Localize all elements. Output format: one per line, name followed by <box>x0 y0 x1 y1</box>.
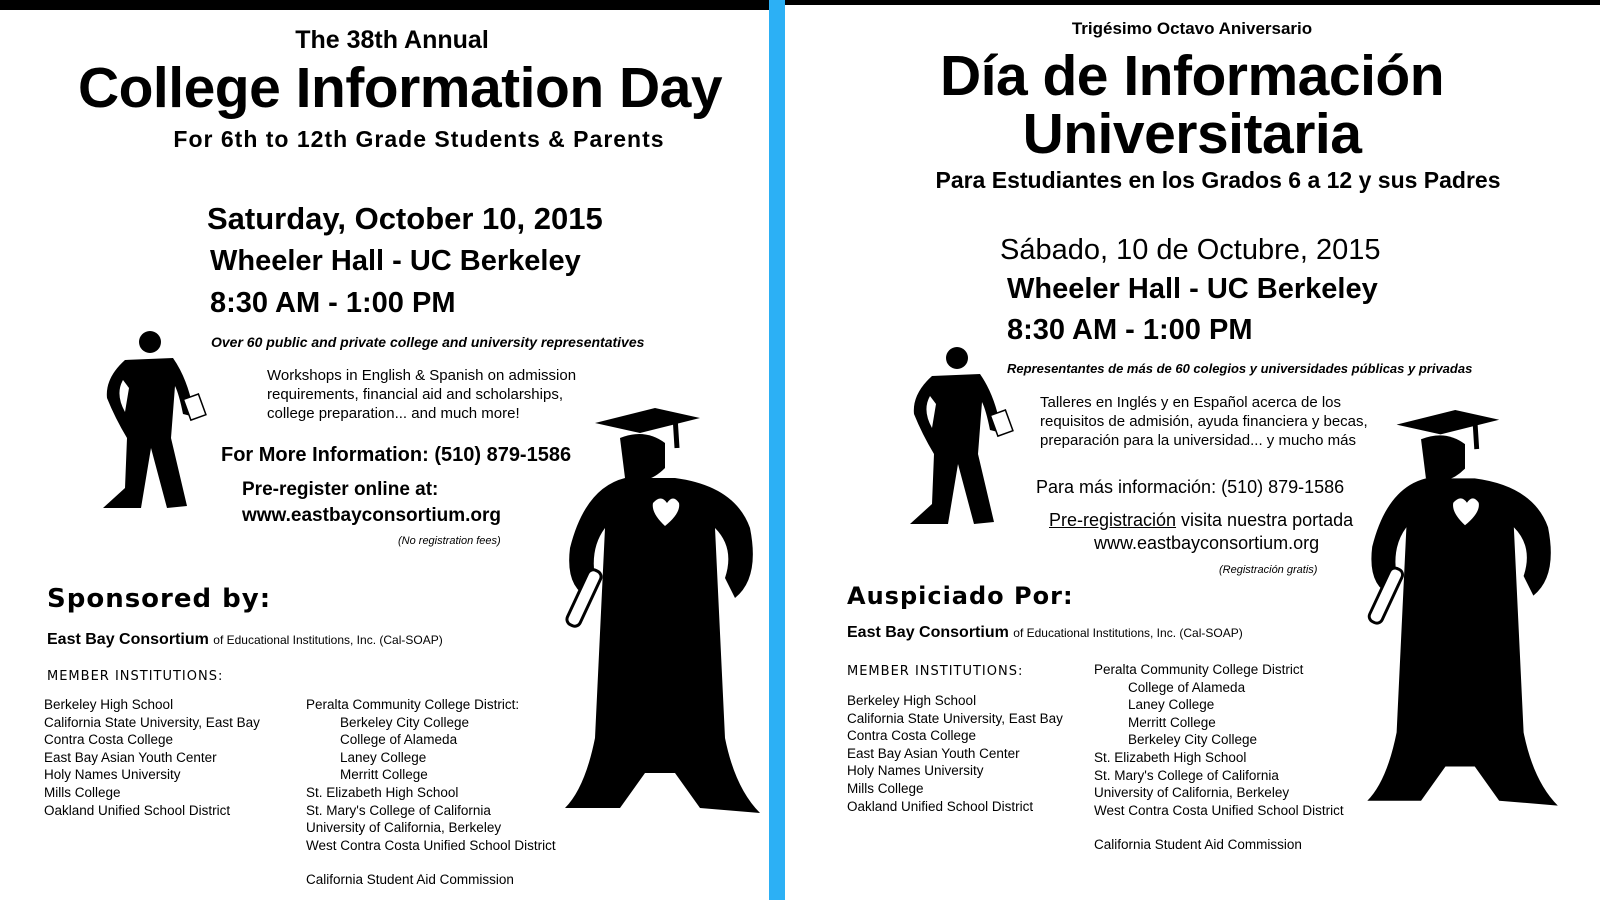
subtitle: For 6th to 12th Grade Students & Parents <box>173 126 665 152</box>
top-border <box>0 0 769 10</box>
representatives-note: Over 60 public and private college and university representatives <box>211 334 645 350</box>
member-item: Mills College <box>44 784 121 800</box>
member-item: West Contra Costa Unified School District <box>1094 802 1344 818</box>
member-item: Berkeley High School <box>847 693 977 708</box>
member-subitem: College of Alameda <box>340 732 458 748</box>
subtitle: Para Estudiantes en los Grados 6 a 12 y sus Padres <box>935 167 1501 193</box>
fees-note: (Registración gratis) <box>1219 564 1318 576</box>
member-item: California Student Aid Commission <box>1094 837 1302 853</box>
member-item: Holy Names University <box>847 763 984 779</box>
event-date: Sábado, 10 de Octubre, 2015 <box>1000 234 1381 266</box>
workshops-line: requirements, financial aid and scholarships, <box>267 386 563 403</box>
fees-note: (No registration fees) <box>398 535 501 547</box>
member-item: California Student Aid Commission <box>306 872 514 888</box>
member-item: Oakland Unified School District <box>847 798 1034 814</box>
member-subitem: Merritt College <box>340 767 428 783</box>
members-column-1 <box>44 696 260 819</box>
sponsor-line <box>847 624 1243 642</box>
member-item: Oakland Unified School District <box>44 802 231 818</box>
member-item: University of California, Berkeley <box>306 820 502 836</box>
kicker: Trigésimo Octavo Aniversario <box>1071 19 1313 38</box>
event-time: 8:30 AM - 1:00 PM <box>210 287 456 319</box>
info-phone: Para más información: (510) 879-1586 <box>1036 477 1345 497</box>
member-item: California State University, East Bay <box>847 710 1063 726</box>
member-item: Berkeley High School <box>44 697 174 712</box>
event-venue: Wheeler Hall - UC Berkeley <box>1007 273 1378 305</box>
member-item: St. Elizabeth High School <box>1094 749 1247 765</box>
member-subitem: Merritt College <box>1128 714 1216 730</box>
kicker: The 38th Annual <box>295 26 489 54</box>
sponsor-name: East Bay Consortium <box>847 624 1009 641</box>
event-date: Saturday, October 10, 2015 <box>207 201 603 236</box>
preregister-text: visita nuestra portada <box>1176 510 1354 530</box>
member-item: West Contra Costa Unified School District <box>306 837 556 853</box>
members-column-1 <box>847 692 1063 815</box>
member-item: St. Mary's College of California <box>1094 767 1279 783</box>
student-figure-icon <box>902 344 1032 529</box>
page-title: College Information Day <box>77 56 723 120</box>
event-time: 8:30 AM - 1:00 PM <box>1007 314 1253 346</box>
member-item: University of California, Berkeley <box>1094 785 1290 801</box>
title-line: Día de Información <box>939 44 1445 108</box>
member-item: Contra Costa College <box>847 728 977 744</box>
member-item: California State University, East Bay <box>44 714 260 730</box>
member-item: Holy Names University <box>44 767 181 783</box>
member-item: East Bay Asian Youth Center <box>44 749 217 765</box>
info-phone: For More Information: (510) 879-1586 <box>221 444 572 466</box>
sponsor-detail: of Educational Institutions, Inc. (Cal-SOAP) <box>1013 626 1243 640</box>
sponsor-detail: of Educational Institutions, Inc. (Cal-SOAP) <box>213 633 443 647</box>
member-item: Mills College <box>847 780 924 796</box>
member-subitem: College of Alameda <box>1128 679 1246 695</box>
divider-bar <box>769 0 785 900</box>
english-flyer <box>0 0 769 900</box>
preregister-label: Pre-register online at: <box>242 479 439 500</box>
graduate-figure-icon <box>565 408 765 838</box>
sponsor-line <box>47 631 443 649</box>
members-column-2 <box>306 696 556 889</box>
member-item: Peralta Community College District: <box>306 697 520 712</box>
representatives-note: Representantes de más de 60 colegios y universidades públicas y privadas <box>1007 361 1473 376</box>
member-subitem: Laney College <box>1128 697 1215 713</box>
spanish-flyer <box>785 0 1600 900</box>
sponsored-heading: Auspiciado Por: <box>847 582 1074 610</box>
graduate-figure-icon <box>1365 410 1565 830</box>
preregister-link[interactable]: Pre-registración <box>1049 510 1177 530</box>
member-item: Contra Costa College <box>44 732 174 748</box>
member-subitem: Berkeley City College <box>1128 732 1258 748</box>
members-column-2 <box>1094 661 1344 854</box>
workshops-text <box>1040 393 1368 450</box>
member-subitem: Laney College <box>340 749 427 765</box>
website-link[interactable]: www.eastbayconsortium.org <box>242 505 502 526</box>
workshops-line: requisitos de admisión, ayuda financiera y becas, <box>1040 413 1368 430</box>
member-subitem: Berkeley City College <box>340 714 470 730</box>
title-line: Universitaria <box>1022 102 1362 166</box>
page-title <box>939 44 1445 166</box>
members-heading: MEMBER INSTITUTIONS: <box>47 669 224 684</box>
website-link[interactable]: www.eastbayconsortium.org <box>1094 533 1320 553</box>
workshops-line: Workshops in English & Spanish on admission <box>267 367 577 384</box>
workshops-line: Talleres en Inglés y en Español acerca de los <box>1040 394 1342 411</box>
top-border <box>785 0 1600 5</box>
member-item: Peralta Community College District <box>1094 662 1304 677</box>
sponsor-name: East Bay Consortium <box>47 631 209 648</box>
workshops-text <box>267 366 576 423</box>
member-item: East Bay Asian Youth Center <box>847 745 1020 761</box>
workshops-line: preparación para la universidad... y mucho más <box>1040 432 1356 449</box>
preregister-line <box>1049 510 1353 531</box>
student-figure-icon <box>95 328 225 513</box>
event-venue: Wheeler Hall - UC Berkeley <box>210 245 581 277</box>
members-heading: MEMBER INSTITUTIONS: <box>847 664 1024 679</box>
workshops-line: college preparation... and much more! <box>267 405 520 422</box>
member-item: St. Elizabeth High School <box>306 784 459 800</box>
sponsored-heading: Sponsored by: <box>47 584 272 614</box>
member-item: St. Mary's College of California <box>306 802 491 818</box>
